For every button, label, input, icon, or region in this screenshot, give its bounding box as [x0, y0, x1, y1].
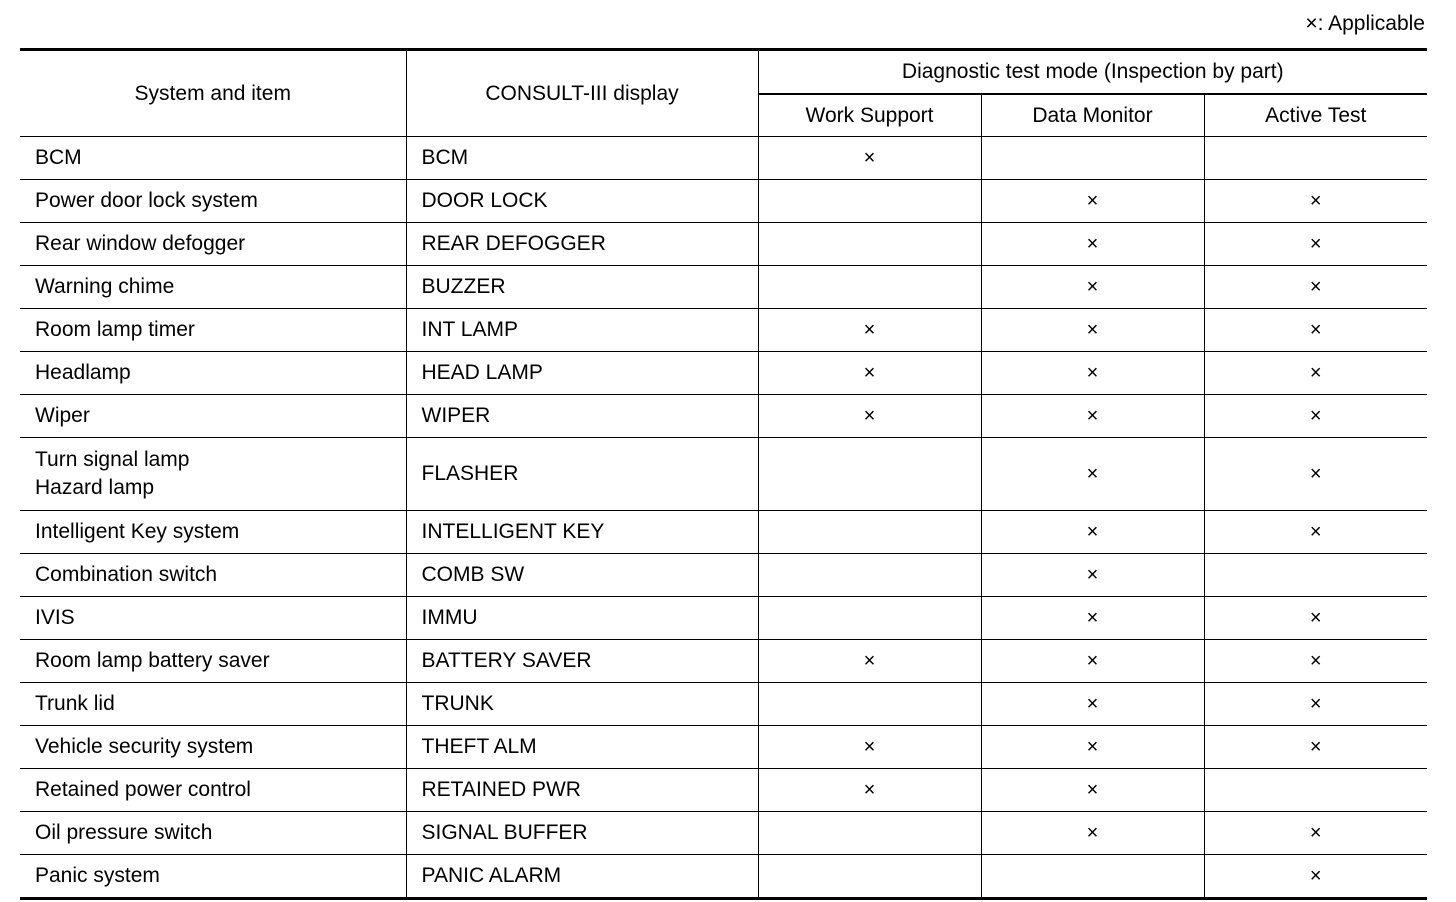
table-row-wiper: [20, 395, 1427, 438]
data-monitor-mark: ×: [981, 640, 1204, 683]
work-support-mark: [758, 683, 981, 726]
work-support-mark: [758, 180, 981, 223]
system-item-cell: [20, 438, 406, 511]
active-test-mark: [1204, 137, 1427, 180]
work-support-mark: [758, 266, 981, 309]
data-monitor-mark: ×: [981, 309, 1204, 352]
data-monitor-mark: ×: [981, 683, 1204, 726]
active-test-mark: ×: [1204, 640, 1427, 683]
table-row-ivis: [20, 597, 1427, 640]
active-test-mark: [1204, 554, 1427, 597]
system-item-line: Rear window defogger: [35, 232, 246, 255]
table-row-trunk-lid: [20, 683, 1427, 726]
system-item-line: Oil pressure switch: [35, 821, 213, 844]
active-test-mark: ×: [1204, 266, 1427, 309]
system-item-cell: [20, 352, 406, 395]
active-test-mark: ×: [1204, 511, 1427, 554]
consult-display-cell: COMB SW: [406, 554, 758, 597]
data-monitor-mark: ×: [981, 352, 1204, 395]
consult-display-cell: INTELLIGENT KEY: [406, 511, 758, 554]
table-body: [20, 137, 1427, 899]
data-monitor-mark: ×: [981, 223, 1204, 266]
system-item-cell: [20, 812, 406, 855]
work-support-mark: ×: [758, 769, 981, 812]
table-row-power-door-lock: [20, 180, 1427, 223]
header-diagnostic-test-mode: Diagnostic test mode (Inspection by part): [758, 50, 1427, 95]
data-monitor-mark: [981, 137, 1204, 180]
header-system-and-item: System and item: [20, 50, 406, 137]
consult-display-cell: REAR DEFOGGER: [406, 223, 758, 266]
data-monitor-mark: ×: [981, 554, 1204, 597]
data-monitor-mark: ×: [981, 597, 1204, 640]
consult-display-cell: THEFT ALM: [406, 726, 758, 769]
active-test-mark: ×: [1204, 683, 1427, 726]
header-consult-display: CONSULT-III display: [406, 50, 758, 137]
work-support-mark: ×: [758, 137, 981, 180]
work-support-mark: [758, 554, 981, 597]
table-row-oil-pressure-switch: [20, 812, 1427, 855]
table-row-room-lamp-timer: [20, 309, 1427, 352]
active-test-mark: ×: [1204, 395, 1427, 438]
system-item-cell: [20, 266, 406, 309]
system-item-cell: [20, 726, 406, 769]
system-item-line: Headlamp: [35, 361, 131, 384]
consult-display-cell: BATTERY SAVER: [406, 640, 758, 683]
header-work-support: Work Support: [758, 94, 981, 137]
data-monitor-mark: ×: [981, 438, 1204, 511]
active-test-mark: [1204, 769, 1427, 812]
data-monitor-mark: ×: [981, 395, 1204, 438]
header-active-test: Active Test: [1204, 94, 1427, 137]
table-row-turn-signal-hazard: [20, 438, 1427, 511]
system-item-cell: [20, 511, 406, 554]
system-item-line: Warning chime: [35, 275, 175, 298]
consult-display-cell: SIGNAL BUFFER: [406, 812, 758, 855]
work-support-mark: ×: [758, 726, 981, 769]
system-item-line: Intelligent Key system: [35, 520, 240, 543]
table-row-vehicle-security: [20, 726, 1427, 769]
table-row-intelligent-key: [20, 511, 1427, 554]
consult-display-cell: PANIC ALARM: [406, 855, 758, 899]
system-item-line: Turn signal lamp: [35, 448, 190, 471]
table-row-headlamp: [20, 352, 1427, 395]
header-data-monitor: Data Monitor: [981, 94, 1204, 137]
table-header: [20, 50, 1427, 137]
consult-display-cell: DOOR LOCK: [406, 180, 758, 223]
table-row-combination-switch: [20, 554, 1427, 597]
system-item-cell: [20, 395, 406, 438]
consult-display-cell: IMMU: [406, 597, 758, 640]
system-item-line: Hazard lamp: [35, 476, 155, 499]
data-monitor-mark: ×: [981, 769, 1204, 812]
system-item-line: Vehicle security system: [35, 735, 254, 758]
applicable-legend: ×: Applicable: [1305, 12, 1425, 35]
work-support-mark: ×: [758, 395, 981, 438]
system-item-line: Retained power control: [35, 778, 251, 801]
system-item-line: Trunk lid: [35, 692, 115, 715]
system-item-cell: [20, 855, 406, 899]
system-item-line: Power door lock system: [35, 189, 258, 212]
consult-display-cell: WIPER: [406, 395, 758, 438]
system-item-line: BCM: [35, 146, 82, 169]
active-test-mark: ×: [1204, 812, 1427, 855]
system-item-cell: [20, 769, 406, 812]
system-item-cell: [20, 683, 406, 726]
data-monitor-mark: ×: [981, 511, 1204, 554]
work-support-mark: [758, 597, 981, 640]
work-support-mark: ×: [758, 352, 981, 395]
active-test-mark: ×: [1204, 726, 1427, 769]
table-row-bcm: [20, 137, 1427, 180]
data-monitor-mark: ×: [981, 726, 1204, 769]
work-support-mark: ×: [758, 309, 981, 352]
active-test-mark: ×: [1204, 180, 1427, 223]
system-item-line: Combination switch: [35, 563, 218, 586]
consult-system-table: [20, 48, 1427, 900]
active-test-mark: ×: [1204, 352, 1427, 395]
table-row-retained-power: [20, 769, 1427, 812]
active-test-mark: ×: [1204, 855, 1427, 899]
consult-display-cell: BCM: [406, 137, 758, 180]
table-row-rear-window-defogger: [20, 223, 1427, 266]
table-row-panic-system: [20, 855, 1427, 899]
consult-display-cell: FLASHER: [406, 438, 758, 511]
system-item-cell: [20, 223, 406, 266]
consult-display-cell: INT LAMP: [406, 309, 758, 352]
consult-display-cell: BUZZER: [406, 266, 758, 309]
data-monitor-mark: ×: [981, 180, 1204, 223]
data-monitor-mark: ×: [981, 266, 1204, 309]
work-support-mark: [758, 812, 981, 855]
active-test-mark: ×: [1204, 223, 1427, 266]
work-support-mark: [758, 438, 981, 511]
consult-display-cell: HEAD LAMP: [406, 352, 758, 395]
system-item-cell: [20, 180, 406, 223]
system-item-cell: [20, 554, 406, 597]
diagnostic-table: [20, 48, 1427, 900]
system-item-cell: [20, 137, 406, 180]
system-item-line: Wiper: [35, 404, 90, 427]
work-support-mark: [758, 223, 981, 266]
data-monitor-mark: [981, 855, 1204, 899]
consult-display-cell: RETAINED PWR: [406, 769, 758, 812]
consult-display-cell: TRUNK: [406, 683, 758, 726]
work-support-mark: [758, 511, 981, 554]
system-item-line: IVIS: [35, 606, 75, 629]
system-item-line: Panic system: [35, 864, 160, 887]
work-support-mark: ×: [758, 640, 981, 683]
active-test-mark: ×: [1204, 438, 1427, 511]
system-item-line: Room lamp timer: [35, 318, 195, 341]
active-test-mark: ×: [1204, 309, 1427, 352]
table-row-room-lamp-battery-saver: [20, 640, 1427, 683]
work-support-mark: [758, 855, 981, 899]
system-item-cell: [20, 640, 406, 683]
table-row-warning-chime: [20, 266, 1427, 309]
data-monitor-mark: ×: [981, 812, 1204, 855]
active-test-mark: ×: [1204, 597, 1427, 640]
system-item-cell: [20, 597, 406, 640]
system-item-line: Room lamp battery saver: [35, 649, 270, 672]
system-item-cell: [20, 309, 406, 352]
